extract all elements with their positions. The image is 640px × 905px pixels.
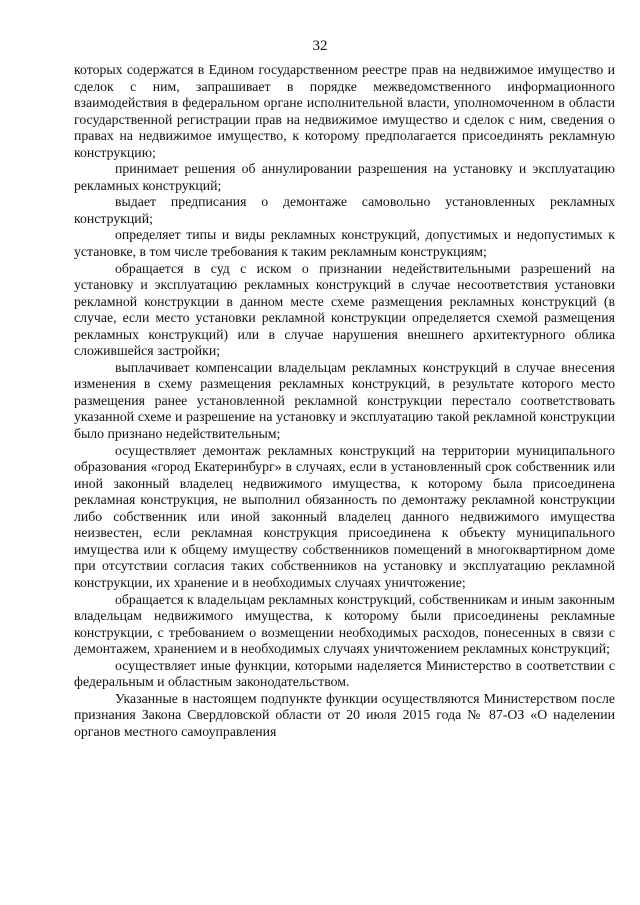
paragraph: обращается в суд с иском о признании недействительными разрешений на установку и эксплуатацию рекламных конструкций в случае несоответствия установки рекламной конструкции в данном месте схеме размещения рекламных конструкций (в случае, если место установки рекламной конструкции определяется схемой размещения рекламных конструкций) или в случае нарушения внешнего архитектурного облика сложившейся застройки; [74, 260, 615, 359]
paragraph: осуществляет демонтаж рекламных конструкций на территории муниципального образования «город Екатеринбург» в случаях, если в установленный срок собственник или иной законный владелец недвижимого имущества, к которому была присоединена рекламная конструкция, не выполнил обязанность по демонтажу рекламной конструкции либо собственник или иной законный владелец данного недвижимого имущества неизвестен, если рекламная конструкция присоединена к объекту муниципального имущества или к общему имуществу собственников помещений в многоквартирном доме при отсутствии согласия таких собственников на установку и эксплуатацию рекламной конструкции, их хранение и в необходимых случаях уничтожение; [74, 442, 615, 590]
paragraph: обращается к владельцам рекламных конструкций, собственникам и иным законным владельцам недвижимого имущества, к которому были присоединены рекламные конструкции, с требованием о возмещении необходимых расходов, понесенных в связи с демонтажем, хранением и в необходимых случаях уничтожением рекламных конструкций; [74, 591, 615, 657]
paragraph: осуществляет иные функции, которыми наделяется Министерство в соответствии с федеральным и областным законодательством. [74, 657, 615, 690]
page-number: 32 [312, 38, 328, 54]
paragraph: определяет типы и виды рекламных конструкций, допустимых и недопустимых к установке, в том числе требования к таким рекламным конструкциям; [74, 227, 615, 260]
paragraph: выплачивает компенсации владельцам рекламных конструкций в случае внесения изменения в схему размещения рекламных конструкций, в результате которого место размещения ранее установленной рекламной конструкции перестало соответствовать указанной схеме и разрешение на установку и эксплуатацию такой рекламной конструкции было признано недействительным; [74, 359, 615, 442]
paragraph-continuation: которых содержатся в Едином государственном реестре прав на недвижимое имущество и сделок с ним, запрашивает в порядке межведомственного информационного взаимодействия в федеральном органе исполнительной власти, уполномоченном в области государственной регистрации прав на недвижимое имущество и сделок с ним, сведения о правах на недвижимое имущество, к которому предполагается присоединять рекламную конструкцию; [74, 62, 615, 160]
paragraph: Указанные в настоящем подпункте функции осуществляются Министерством после признания Закона Свердловской области от 20 июля 2015 года № 87-ОЗ «О наделении органов местного самоуправления [74, 690, 615, 739]
paragraph: принимает решения об аннулировании разрешения на установку и эксплуатацию рекламных конструкций; [74, 161, 615, 193]
page-body [74, 62, 615, 740]
paragraph: выдает предписания о демонтаже самовольно установленных рекламных конструкций; [74, 194, 615, 226]
